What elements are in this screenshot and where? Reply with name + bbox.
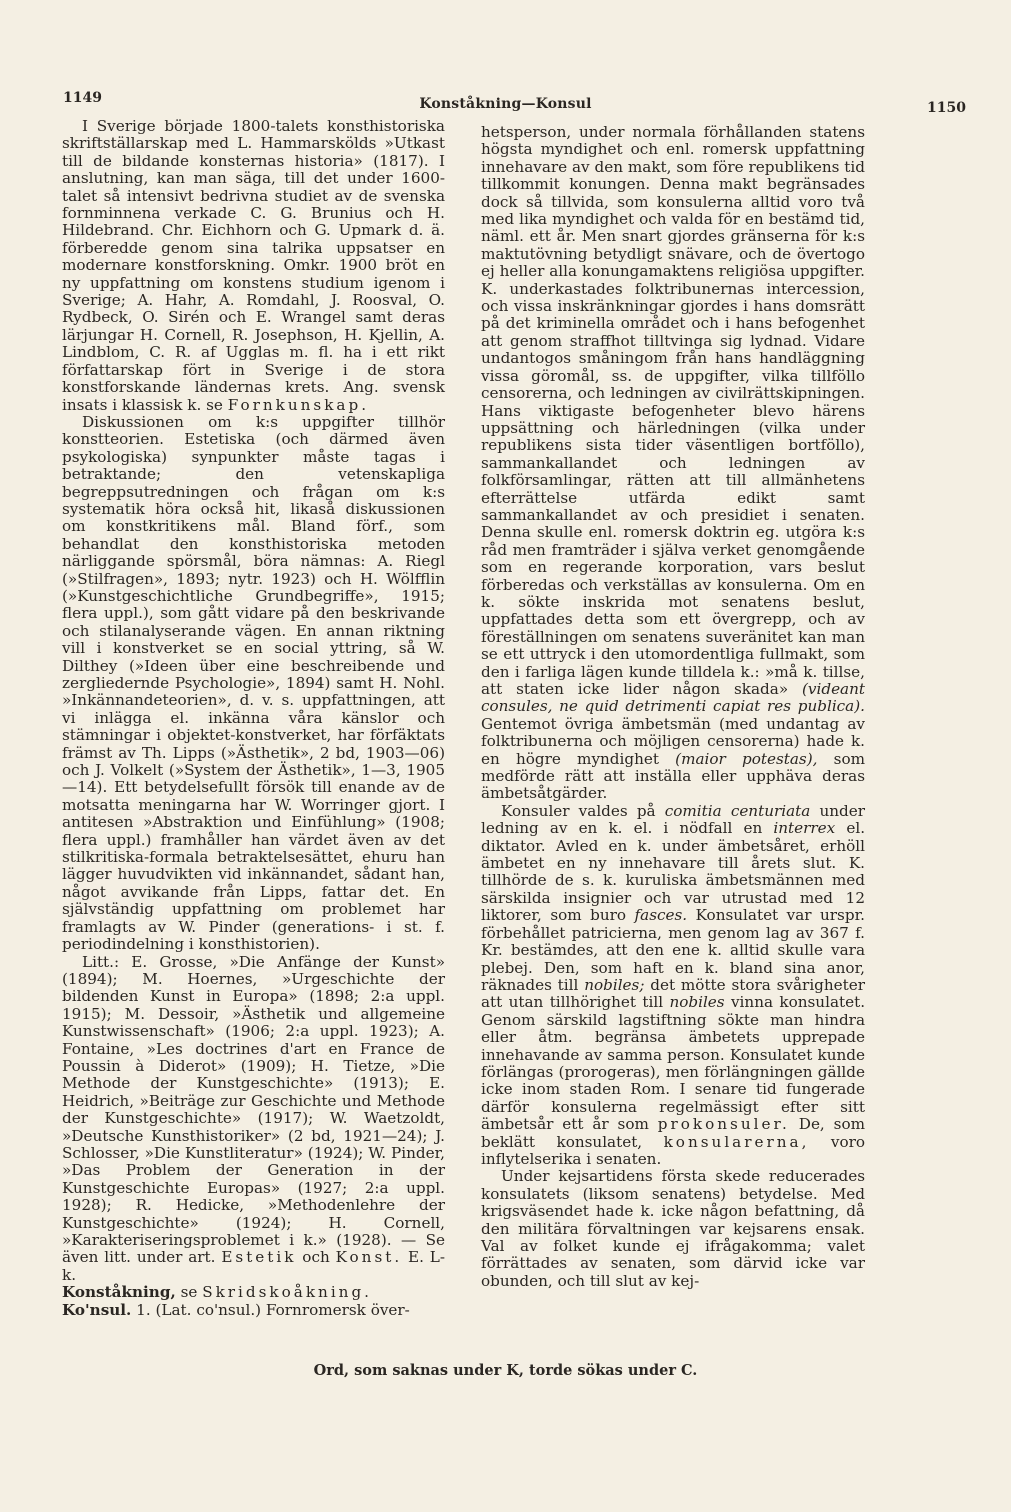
cross-reference-konst[interactable]: Konst. (335, 1248, 403, 1267)
right-column (481, 124, 865, 1290)
running-head: Konståkning—Konsul (419, 96, 592, 112)
author-signature: E. L-k. (62, 1248, 445, 1284)
cross-reference-fornkunskap[interactable]: Fornkunskap. (227, 395, 370, 414)
footer-note: Ord, som saknas under K, torde sökas under C. (313, 1362, 698, 1379)
entry-konsul: Ko'nsul. 1. (Lat. co'nsul.) Fornromersk över- (62, 1300, 410, 1319)
paragraph-consul-election: Konsuler valdes på comitia centuriata under ledning av en k. el. i nödfall en interrex el. diktator. Avled en k. under ämbetsåret, erhöll ämbetet en ny innehavare till årets slut. K. tillhörde de s. k. kuruliska ämbetsmännen med särskilda insignier och var utrustad med 12 liktorer, som buro fasces. Konsulatet var urspr. förbehållet patricierna, men genom lag av 367 f. Kr. bestämdes, att den ene k. alltid skulle vara plebej. Den, som haft en k. bland sina anor, räknades till nobiles; det mötte stora svårigheter att utan tillhörighet till nobiles vinna konsulatet. Genom särskild lagstiftning sökte man hindra eller åtm. begränsa ämbetets upprepade innehavande av samma person. Konsulatet kunde förlängas (prorogeras), men förlängningen gällde icke inom staden Rom. I senare tid fungerade därför konsulerna regelmässigt efter sitt ämbetsår ett år som prokonsuler. De, som beklätt konsulatet, konsularerna, voro inflytelserika i senaten. (481, 801, 866, 1168)
paragraph-art-theory: Diskussionen om k:s uppgifter tillhör konstteorien. Estetiska (och därmed även psykologiska) synpunkter måste tagas i betraktande; den vetenskapliga begreppsutredningen och frågan om k:s systematik höra också hit, likaså diskussionen om konstkritikens mål. Bland förf., som behandlat den konsthistoriska metoden närliggande spörsmål, böra nämnas: A. Riegl (»Stilfragen», 1893; nytr. 1923) och H. Wölfflin (»Kunstgeschichtliche Grundbegriffe», 1915; flera uppl.), som gått vidare på den beskrivande och stilanalyserande vägen. En annan riktning vill i konstverket se en social yttring, så W. Dilthey (»Ideen über eine beschreibende und zergliedernde Psychologie», 1894) samt H. Nohl. »Inkännandeteorien», d. v. s. uppfattningen, att vi inlägga el. inkänna våra känslor och stämningar i objektet-konstverket, har förfäktats främst av Th. Lipps (»Ästhetik», 2 bd, 1903—06) och J. Volkelt (»System der Ästhetik», 1—3, 1905—14). Ett betydelsefullt försök till enande av de motsatta meningarna har W. Worringer gjort. I antitesen »Abstraktion und Einfühlung» (1908; flera uppl.) framhåller han värdet även av det stilkritiska-formala betraktelsesättet, ehuru han lägger huvudvikten vid inkännandet, sådant han, något avvikande från Lipps, fattar det. En självständig uppfattning om problemet har framlagts av W. Pinder (generations- i st. f. periodindelning i konsthistorien). (62, 412, 445, 954)
paragraph-literature: Litt.: E. Grosse, »Die Anfänge der Kunst» (1894); M. Hoernes, »Urgeschichte der bildenden Kunst in Europa» (1898; 2:a uppl. 1915); M. Dessoir, »Ästhetik und allgemeine Kunstwissenschaft» (1906; 2:a uppl. 1923); A. Fontaine, »Les doctrines d'art en France de Poussin à Diderot» (1909); H. Tietze, »Die Methode der Kunstgeschichte» (1913); E. Heidrich, »Beiträge zur Geschichte und Methode der Kunstgeschichte» (1917); W. Waetzoldt, »Deutsche Kunsthistoriker» (2 bd, 1921—24); J. Schlosser, »Die Kunstliteratur» (1924); W. Pinder, »Das Problem der Generation in der Kunstgeschichte Europas» (1927; 2:a uppl. 1928); R. Hedicke, »Methodenlehre der Kunstgeschichte» (1924); H. Cornell, »Karakteriseringsproblemet i k.» (1928). — Se även litt. under art. Estetik och Konst. E. L-k. (62, 952, 445, 1284)
page-number-left: 1149 (63, 90, 102, 106)
paragraph-imperial-era: Under kejsartidens första skede reducerades konsulatets (liksom senatens) betydelse. Med krigsväsendet hade k. icke någon befattning, då den militära förvaltningen var kejsarens ensak. Val av folket kunde ej ifrågakomma; valet förrättades av senaten, som därvid icke var obunden, och till slut av kej- (481, 1167, 865, 1290)
cross-reference-estetik[interactable]: Estetik (221, 1248, 297, 1267)
headword-konstakning: Konståkning, (62, 1283, 176, 1302)
cross-reference-skridskoakning[interactable]: Skridskoåkning. (202, 1283, 373, 1302)
page-number-right: 1150 (927, 100, 966, 116)
left-column (62, 118, 445, 1319)
paragraph-swedish-art-history: I Sverige började 1800-talets konsthistoriska skriftställarskap med L. Hammarskölds »Utkast till de bildande konsternas historia» (1817). I anslutning, kan man säga, till det under 1600-talet så intensivt bedrivna studiet av de svenska fornminnena verkade C. G. Brunius och H. Hildebrand. Chr. Eichhorn och G. Upmark d. ä. förberedde genom sina talrika uppsatser en modernare konstforskning. Omkr. 1900 bröt en ny uppfattning om konstens studium igenom i Sverige; A. Hahr, A. Romdahl, J. Roosval, O. Rydbeck, O. Sirén och E. Wrangel samt deras lärjungar H. Cornell, R. Josephson, H. Kjellin, A. Lindblom, C. R. af Ugglas m. fl. ha i ett rikt författarskap fört in Sverige i de stora konstforskande ländernas krets. Ang. svensk insats i klassisk k. se Fornkunskap. (62, 117, 445, 414)
headword-konsul: Ko'nsul. (62, 1300, 132, 1319)
entry-konstakning: Konståkning, se Skridskoåkning. (62, 1283, 373, 1302)
paragraph-consul-powers: hetsperson, under normala förhållanden statens högsta myndighet och enl. romersk uppfattning innehavare av den makt, som före republikens tid tillkommit konungen. Denna makt begränsades dock så tillvida, som konsulerna alltid voro två med lika myndighet och valda för en bestämd tid, näml. ett år. Men snart gjordes gränserna för k:s maktutövning betydligt snävare, och de övertogo ej heller alla konungamaktens religiösa uppgifter. K. underkastades folktribunernas intercession, och vissa inskränkningar gjordes i hans domsrätt på det kriminella området och i hans befogenhet att genom straffhot tilltvinga sig lydnad. Vidare undantogos småningom från hans handläggning vissa göromål, ss. de uppgifter, vilka tillföllo censorerna, och ledningen av civilrättskipningen. Hans viktigaste befogenheter blevo härens uppsättning och härledningen (vilka under republikens sista tider väsentligen bortföllo), sammankallandet och ledningen av folkförsamlingar, rätten att till allmänhetens efterrättelse utfärda edikt samt sammankallandet av och presidiet i senaten. Denna skulle enl. romersk doktrin eg. utgöra k:s råd men framträder i själva verket genomgående som en regerande korporation, vars beslut förberedas och verkställas av konsulerna. Om en k. sökte inskrida mot senatens beslut, uppfattades detta som ett övergrepp, och av föreställningen om senatens suveränitet kan man se ett uttryck i den utomordentliga fullmakt, som den i farliga lägen kunde tilldela k.: »må k. tillse, att staten icke lider någon skada» (videant consules, ne quid detrimenti capiat res publica). Gentemot övriga ämbetsmän (med undantag av folktribunerna och möjligen censorerna) hade k. en högre myndighet (maior potestas), som medförde rätt att inställa eller upphäva deras ämbetsåtgärder. (481, 123, 865, 803)
